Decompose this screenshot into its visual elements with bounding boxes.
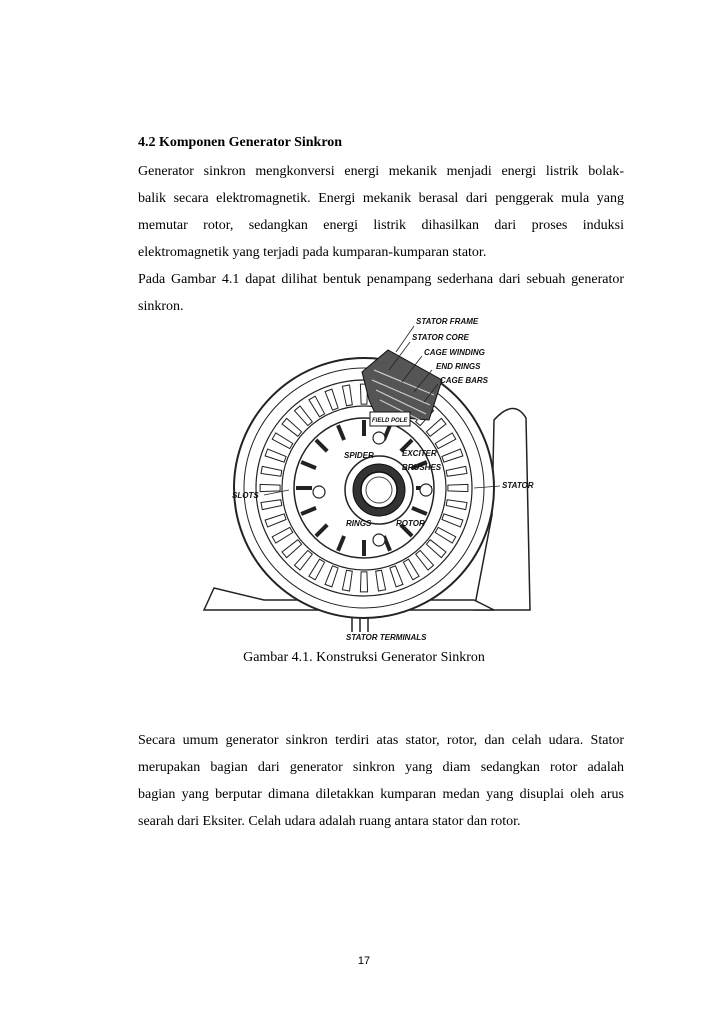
label-spider: SPIDER (344, 451, 374, 460)
label-stator: STATOR (502, 481, 534, 490)
label-stator-frame: STATOR FRAME (416, 317, 479, 326)
label-rotor: ROTOR (396, 519, 425, 528)
generator-figure (174, 310, 558, 648)
stator-terminals (352, 618, 368, 632)
label-end-rings: END RINGS (436, 362, 481, 371)
label-stator-terminals: STATOR TERMINALS (346, 633, 427, 642)
bolt-hole (373, 534, 385, 546)
label-slots: SLOTS (232, 491, 259, 500)
stator-slot (360, 572, 367, 592)
label-rings: RINGS (346, 519, 372, 528)
section-heading: 4.2 Komponen Generator Sinkron (138, 135, 343, 150)
label-field-pole: FIELD POLE (372, 418, 408, 424)
paragraph-line: Secara umum generator sinkron terdiri atas stator, rotor, dan celah udara. Stator (138, 733, 624, 748)
label-cage-bars: CAGE BARS (440, 376, 489, 385)
figure-caption: Gambar 4.1. Konstruksi Generator Sinkron (243, 650, 485, 665)
paragraph-line: merupakan bagian dari generator sinkron yang diam sedangkan rotor adalah (138, 760, 624, 775)
bolt-hole (420, 484, 432, 496)
paragraph-line: balik secara elektromagnetik. Energi mekanik berasal dari penggerak mula yang (138, 191, 624, 206)
paragraph-line: Pada Gambar 4.1 dapat dilihat bentuk penampang sederhana dari sebuah generator (138, 272, 624, 287)
paragraph-line: Generator sinkron mengkonversi energi mekanik menjadi energi listrik bolak- (138, 164, 624, 179)
stator-slot (260, 484, 280, 491)
label-cage-winding: CAGE WINDING (424, 348, 485, 357)
paragraph-components (138, 727, 624, 835)
bolt-hole (313, 486, 325, 498)
bolt-hole (373, 432, 385, 444)
paragraph-line: memutar rotor, sedangkan energi listrik dihasilkan dari proses induksi (138, 218, 624, 233)
stator-slot (448, 484, 468, 491)
paragraph-line: sinkron. (138, 299, 184, 314)
generator-diagram (174, 310, 558, 648)
paragraph-line: searah dari Eksiter. Celah udara adalah ruang antara stator dan rotor. (138, 814, 521, 829)
label-stator-core: STATOR CORE (412, 333, 469, 342)
paragraph-line: elektromagnetik yang terjadi pada kumparan-kumparan stator. (138, 245, 487, 260)
label-brushes: BRUSHES (402, 463, 442, 472)
paragraph-line: bagian yang berputar dimana diletakkan kumparan medan yang disuplai oleh arus (138, 787, 624, 802)
page-number: 17 (357, 955, 371, 967)
label-exciter: EXCITER (402, 449, 437, 458)
paragraph-intro (138, 158, 624, 320)
